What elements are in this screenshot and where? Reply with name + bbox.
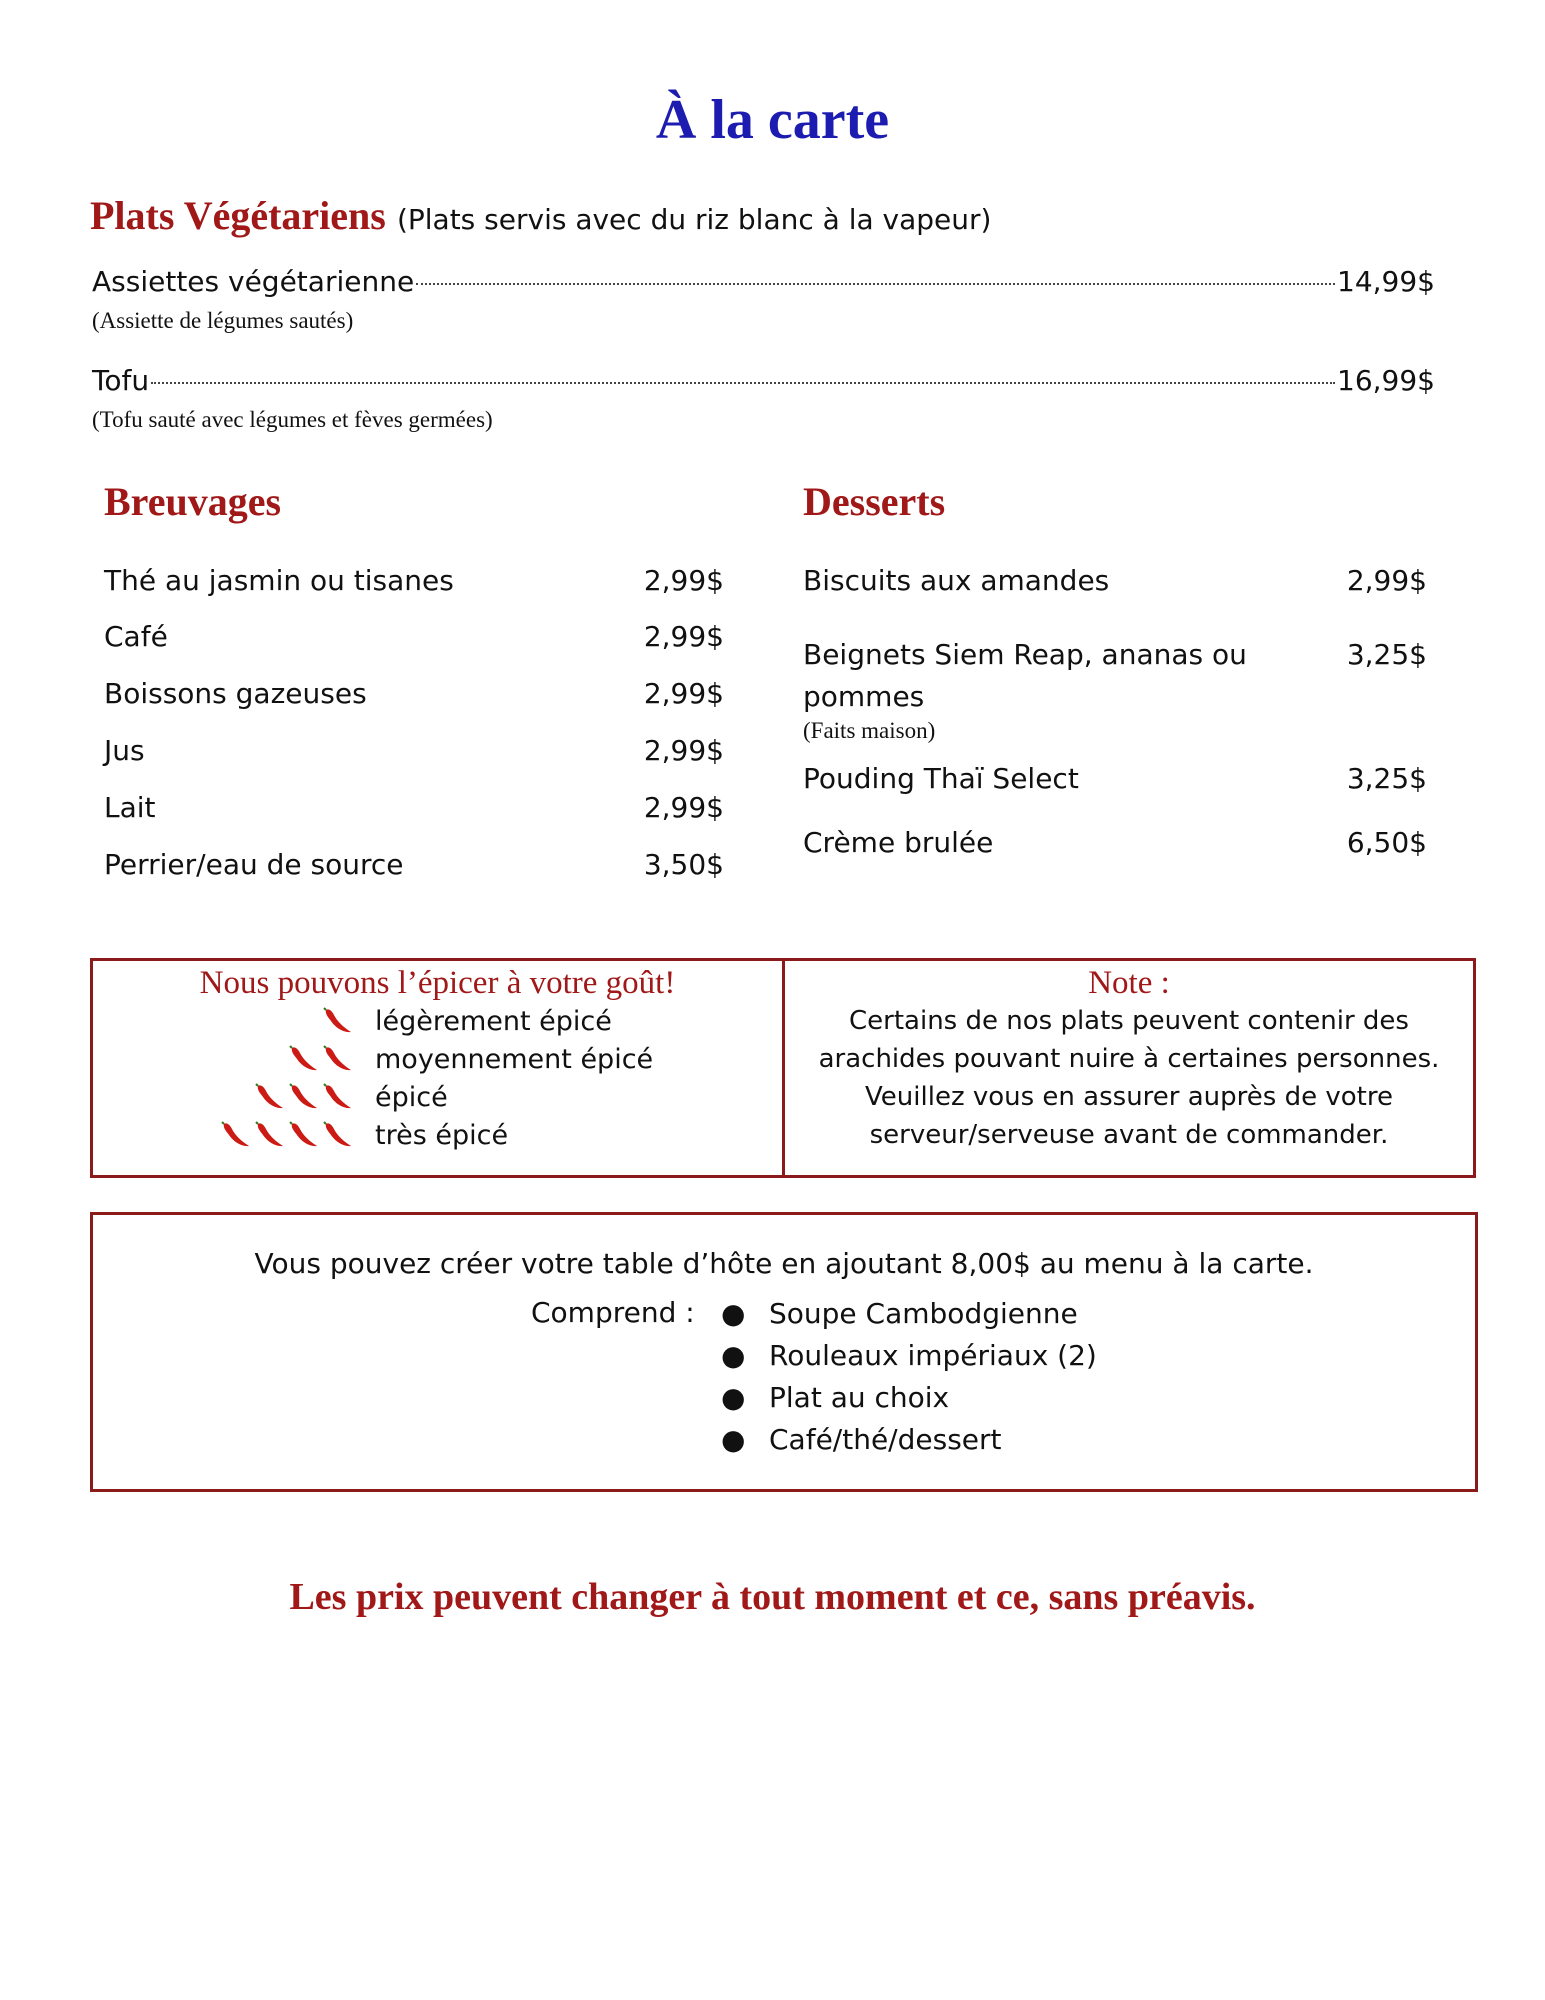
item-price: 3,25$ — [1346, 638, 1427, 671]
menu-item — [104, 564, 724, 597]
chili-pepper-icon — [255, 1121, 285, 1149]
item-price: 2,99$ — [643, 791, 724, 824]
price-disclaimer: Les prix peuvent changer à tout moment et ce, sans préavis. — [289, 1576, 1256, 1618]
item-name: Tofu — [92, 364, 150, 397]
spice-level — [203, 1002, 782, 1040]
bullet-icon: ● — [721, 1422, 746, 1456]
item-name: Crème brulée — [803, 826, 994, 859]
chili-pepper-icon — [289, 1045, 319, 1073]
item-description: (Tofu sauté avec légumes et fèves germées) — [92, 407, 493, 432]
table-hote-text: Vous pouvez créer votre table d’hôte en ajoutant 8,00$ au menu à la carte. — [254, 1247, 1314, 1280]
dot-leader — [416, 283, 1335, 285]
note-title: Note : — [1088, 965, 1170, 1001]
menu-item — [92, 265, 1435, 334]
spice-level — [203, 1116, 782, 1154]
item-name: Biscuits aux amandes — [803, 564, 1110, 597]
item-name: Jus — [104, 734, 145, 767]
list-item: ● Plat au choix — [721, 1380, 950, 1414]
pepper-icons — [203, 1083, 353, 1111]
vegetarian-title: Plats Végétariens — [90, 193, 386, 238]
menu-item — [803, 826, 1427, 859]
menu-item — [803, 762, 1427, 795]
spice-label: légèrement épicé — [375, 1005, 612, 1037]
item-description: (Assiette de légumes sautés) — [92, 308, 354, 333]
item-name: Pouding Thaï Select — [803, 762, 1079, 795]
dot-leader — [151, 382, 1335, 384]
spice-level — [203, 1040, 782, 1078]
item-name: Perrier/eau de source — [104, 848, 404, 881]
menu-item — [104, 848, 724, 881]
bullet-icon: ● — [721, 1380, 746, 1414]
menu-item — [803, 564, 1427, 597]
spice-legend — [93, 1002, 782, 1154]
menu-item — [104, 677, 724, 710]
includes-block — [93, 1292, 1475, 1460]
item-price: 2,99$ — [643, 734, 724, 767]
list-item: ● Rouleaux impériaux (2) — [721, 1338, 1097, 1372]
pepper-icons — [203, 1045, 353, 1073]
item-name: Assiettes végétarienne — [92, 265, 415, 298]
pepper-icons — [203, 1121, 353, 1149]
chili-pepper-icon — [323, 1083, 353, 1111]
chili-pepper-icon — [289, 1083, 319, 1111]
page-title: À la carte — [655, 89, 890, 151]
bullet-icon: ● — [721, 1338, 746, 1372]
table-hote-box — [90, 1212, 1478, 1492]
note-panel — [785, 961, 1473, 1175]
item-note: (Faits maison) — [803, 718, 936, 743]
menu-item — [92, 364, 1435, 433]
item-price: 2,99$ — [643, 564, 724, 597]
menu-item — [104, 734, 724, 767]
drinks-heading: Breuvages — [104, 479, 282, 524]
spice-note-box — [90, 958, 1476, 1178]
item-price: 14,99$ — [1337, 265, 1435, 298]
item-price: 2,99$ — [643, 677, 724, 710]
item-name: Beignets Siem Reap, ananas ou pommes — [803, 638, 1247, 713]
bullet-icon: ● — [721, 1296, 746, 1330]
chili-pepper-icon — [289, 1121, 319, 1149]
menu-item — [803, 634, 1427, 744]
pepper-icons — [203, 1007, 353, 1035]
spice-label: épicé — [375, 1081, 448, 1113]
menu-item — [104, 620, 724, 653]
vegetarian-subtitle: (Plats servis avec du riz blanc à la vapeur) — [396, 203, 992, 236]
includes-label: Comprend : — [531, 1296, 695, 1329]
item-price: 6,50$ — [1346, 826, 1427, 859]
item-name: Lait — [104, 791, 156, 824]
item-price: 3,25$ — [1346, 762, 1427, 795]
list-item: ● Soupe Cambodgienne — [721, 1296, 1078, 1330]
note-text: Certains de nos plats peuvent contenir des arachides pouvant nuire à certaines personnes. Veuillez vous en assurer auprès de votre serveur/serveuse avant de commander. — [818, 1006, 1440, 1150]
spice-level — [203, 1078, 782, 1116]
item-name: Thé au jasmin ou tisanes — [104, 564, 454, 597]
spice-label: moyennement épicé — [375, 1043, 654, 1075]
chili-pepper-icon — [323, 1045, 353, 1073]
spice-title: Nous pouvons l’épicer à votre goût! — [199, 965, 676, 1001]
spice-panel — [93, 961, 785, 1175]
spice-label: très épicé — [375, 1119, 509, 1151]
includes-list — [721, 1292, 1097, 1460]
item-price: 3,50$ — [643, 848, 724, 881]
item-price: 2,99$ — [643, 620, 724, 653]
chili-pepper-icon — [323, 1007, 353, 1035]
menu-item — [104, 791, 724, 824]
item-name: Boissons gazeuses — [104, 677, 367, 710]
desserts-heading: Desserts — [803, 479, 946, 524]
item-name: Café — [104, 620, 168, 653]
item-price: 16,99$ — [1337, 364, 1435, 397]
chili-pepper-icon — [255, 1083, 285, 1111]
chili-pepper-icon — [323, 1121, 353, 1149]
vegetarian-heading — [90, 192, 991, 239]
item-price: 2,99$ — [1346, 564, 1427, 597]
chili-pepper-icon — [221, 1121, 251, 1149]
list-item: ● Café/thé/dessert — [721, 1422, 1002, 1456]
